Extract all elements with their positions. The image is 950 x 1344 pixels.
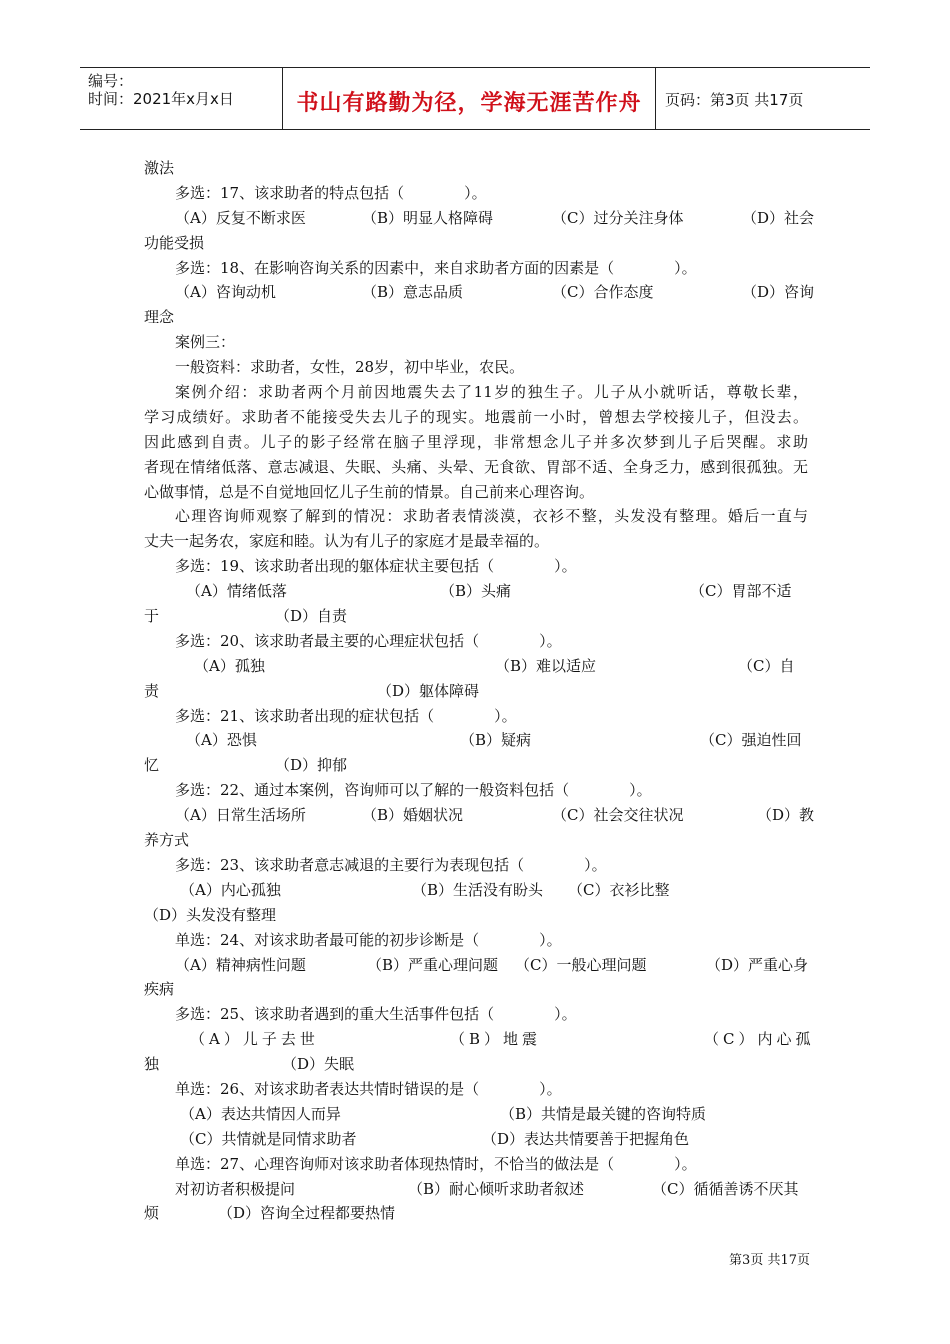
option-c: （C）循循善诱不厌其 [652,1179,799,1198]
options-24 [144,953,808,978]
case-general-info: 一般资料：求助者，女性，28岁，初中毕业，农民。 [175,358,525,377]
question-26: 单选：26、对该求助者表达共情时错误的是（ ）。 [175,1079,562,1098]
option-b: （B）疑病 [460,731,532,750]
option-c: （C）胃部不适 [690,582,792,601]
header-motto-cell [282,68,656,129]
option-a: （A）精神病性问题 [175,955,306,974]
question-24: 单选：24、对该求助者最可能的初步诊断是（ ）。 [175,930,562,949]
options-20-cont [144,679,808,704]
option-b: （B）耐心倾听求助者叙述 [408,1179,585,1198]
question-21: 多选：21、该求助者出现的症状包括（ ）。 [175,706,517,725]
case-intro-line: 学习成绩好。求助者不能接受失去儿子的现实。地震前一小时，曾想去学校接儿子，但没去。 [144,407,808,426]
text-line: 激法 [144,159,175,177]
question-22: 多选：22、通过本案例，咨询师可以了解的一般资料包括（ ）。 [175,781,652,800]
case-intro-line: 者现在情绪低落、意志减退、失眠、头痛、头晕、无食欲、胃部不适、全身乏力，感到很孤独。无 [144,457,808,476]
date-label: 时间：2021年x月x日 [88,90,234,108]
option-c: （C）强迫性回 [700,731,802,750]
option-d: （D）失眠 [282,1055,355,1074]
text-fragment: 独 [144,1055,160,1074]
options-23 [144,878,808,903]
option-b: （B）意志品质 [362,283,464,302]
text-line: 功能受损 [144,233,205,252]
option-c: （C）一般心理问题 [515,955,647,974]
option-c: （C）自 [738,656,795,675]
options-25-cont [144,1052,808,1077]
option-b: （B）严重心理问题 [367,955,499,974]
option-a: （A）反复不断求医 [175,208,306,227]
option-b: （B）生活没有盼头 [412,880,544,899]
option-c: （C）过分关注身体 [552,208,684,227]
question-20: 多选：20、该求助者最主要的心理症状包括（ ）。 [175,631,562,650]
option-a: 对初访者积极提问 [175,1179,296,1198]
page-footer: 第3页 共17页 [729,1253,810,1268]
option-b: （B）明显人格障碍 [362,208,494,227]
case-intro-line: 心做事情，总是不自觉地回忆儿子生前的情景。自己前来心理咨询。 [144,482,595,501]
option-a: （A）内心孤独 [180,880,281,899]
text-fragment: 于 [144,607,160,626]
options-21 [144,728,808,753]
option-b: （B）婚姻状况 [362,806,464,825]
question-19: 多选：19、该求助者出现的躯体症状主要包括（ ）。 [175,557,577,576]
options-22 [144,803,815,828]
option-b: （B）共情是最关键的咨询特质 [500,1104,707,1123]
case-observation-line: 丈夫一起务农，家庭和睦。认为有儿子的家庭才是最幸福的。 [144,532,550,551]
option-d: （D）教 [757,806,815,825]
option-d: （D）表达共情要善于把握角色 [482,1129,690,1148]
question-27: 单选：27、心理咨询师对该求助者体现热情时，不恰当的做法是（ ）。 [175,1154,697,1173]
options-19-cont [144,604,808,629]
option-d: （D）社会 [742,208,815,227]
option-c: （C）内心孤 [704,1030,815,1049]
options-27-cont [144,1201,808,1226]
text-fragment: 烦 [144,1204,160,1223]
option-b: （B）地震 [450,1030,542,1049]
option-c: （C）社会交往状况 [552,806,684,825]
option-a: （A）情绪低落 [186,582,287,601]
option-a: （A）咨询动机 [175,283,276,302]
motto-text: 书山有路勤为径，学海无涯苦作舟 [296,91,642,116]
options-20 [144,654,808,679]
question-25: 多选：25、该求助者遇到的重大生活事件包括（ ）。 [175,1005,577,1024]
option-d: （D）抑郁 [275,756,348,775]
document-body [144,156,815,1226]
options-19 [144,579,808,604]
options-18 [144,280,815,305]
option-d: （D）躯体障碍 [377,681,480,700]
options-27 [144,1177,808,1202]
option-b: （B）难以适应 [495,656,597,675]
options-17 [144,206,815,231]
page-number-label: 页码：第3页 共17页 [665,91,804,109]
case-intro-line: 因此感到自责。儿子的影子经常在脑子里浮现，非常想念儿子并多次梦到儿子后哭醒。求助 [144,432,808,451]
question-17: 多选：17、该求助者的特点包括（ ）。 [175,183,487,202]
option-c: （C）合作态度 [552,283,654,302]
options-26-ab [144,1102,808,1127]
header-meta-cell [80,68,282,129]
option-d: （D）严重心身 [706,955,809,974]
option-a: （A）儿子去世 [190,1030,319,1049]
option-d: （D）咨询 [742,283,815,302]
doc-number-label: 编号： [88,72,134,90]
case-heading: 案例三： [175,333,236,352]
option-d: （D）咨询全过程都要热情 [218,1204,396,1223]
case-intro-line: 案例介绍：求助者两个月前因地震失去了11岁的独生子。儿子从小就听话，尊敬长辈， [175,383,808,402]
page-header [80,67,870,130]
option-a: （A）孤独 [194,656,265,675]
text-fragment: 责 [144,681,160,700]
header-page-cell [655,68,870,129]
options-26-cd [144,1127,808,1152]
option-a: （A）表达共情因人而异 [180,1104,341,1123]
text-line: 疾病 [144,980,175,999]
option-a: （A）恐惧 [186,731,257,750]
option-a: （A）日常生活场所 [175,806,306,825]
text-fragment: 忆 [144,756,160,775]
option-b: （B）头痛 [440,582,512,601]
options-21-cont [144,753,808,778]
text-line: 养方式 [144,831,190,850]
options-25 [144,1027,815,1052]
case-observation-line: 心理咨询师观察了解到的情况：求助者表情淡漠，衣衫不整，头发没有整理。婚后一直与 [175,507,808,526]
option-d: （D）自责 [275,607,348,626]
option-c: （C）共情就是同情求助者 [180,1129,357,1148]
option-c: （C）衣衫比整 [568,880,670,899]
question-18: 多选：18、在影响咨询关系的因素中，来自求助者方面的因素是（ ）。 [175,258,697,277]
option-d-line: （D）头发没有整理 [144,905,277,924]
question-23: 多选：23、该求助者意志减退的主要行为表现包括（ ）。 [175,855,607,874]
text-line: 理念 [144,308,175,327]
